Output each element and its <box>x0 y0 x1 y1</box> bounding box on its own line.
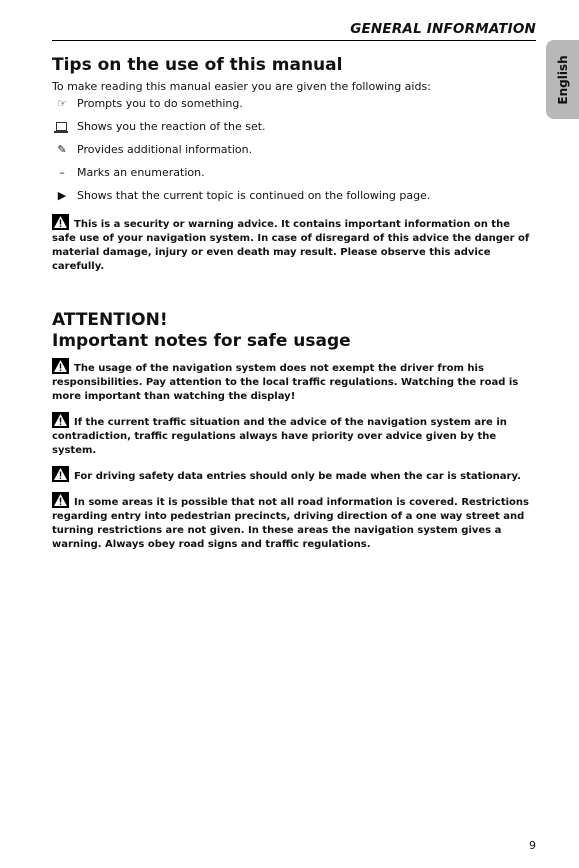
attention-section <box>52 310 534 352</box>
aid-item-reaction <box>52 120 534 143</box>
safety-note <box>52 412 534 458</box>
pencil-icon: ✎ <box>57 143 67 156</box>
warning-note <box>52 214 534 274</box>
page-content <box>52 54 534 552</box>
warning-icon <box>52 492 69 508</box>
safety-note-text: If the current traffic situation and the advice of the navigation system are in contradiction, traffic regulations always have priority over advice given by the system. <box>52 417 507 456</box>
safety-note-text: In some areas it is possible that not all road information is covered. Restrictions regarding entry into pedestrian precincts, driving direction of a one way street and turning restrictions are not given. In these areas the navigation system gives a warning. Always obey road signs and traffic regulations. <box>52 497 529 550</box>
language-tab-label: English <box>555 54 570 105</box>
aid-text: Shows you the reaction of the set. <box>77 120 266 133</box>
aid-item-continued <box>52 189 534 212</box>
header-rule <box>52 40 536 41</box>
safety-note <box>52 358 534 404</box>
triangle-right-icon: ▶ <box>57 189 67 202</box>
aid-text: Shows that the current topic is continued on the following page. <box>77 189 431 202</box>
header-title: GENERAL INFORMATION <box>350 21 536 37</box>
attention-title: ATTENTION! <box>52 310 168 330</box>
aid-text: Prompts you to do something. <box>77 97 243 110</box>
page-number: 9 <box>529 839 536 852</box>
safety-note-text: The usage of the navigation system does not exempt the driver from his responsibilities. Pay attention to the local traffic regulations. Watching the road is more important than watching the display! <box>52 363 519 402</box>
warning-icon <box>52 358 69 374</box>
safety-note-text: For driving safety data entries should only be made when the car is stationary. <box>74 471 521 482</box>
aid-item-info <box>52 143 534 166</box>
tips-title: Tips on the use of this manual <box>52 55 343 75</box>
aid-item-enumeration <box>52 166 534 189</box>
aid-item-prompt <box>52 97 534 120</box>
warning-icon <box>52 214 69 230</box>
aid-text: Provides additional information. <box>77 143 253 156</box>
pointing-hand-icon: ☞ <box>57 97 67 110</box>
safety-notes <box>52 358 534 552</box>
tips-intro: To make reading this manual easier you are given the following aids: <box>52 80 431 93</box>
attention-subtitle: Important notes for safe usage <box>52 331 351 351</box>
language-tab[interactable] <box>546 40 579 119</box>
warning-icon <box>52 466 69 482</box>
aid-text: Marks an enumeration. <box>77 166 205 179</box>
dash-icon: – <box>59 166 65 179</box>
safety-note <box>52 466 534 484</box>
safety-note <box>52 492 534 552</box>
warning-icon <box>52 412 69 428</box>
warning-text: This is a security or warning advice. It contains important information on the safe use of your navigation system. In case of disregard of this advice the danger of material damage, injury or even death may result. Please observe this advice carefully. <box>52 219 530 272</box>
